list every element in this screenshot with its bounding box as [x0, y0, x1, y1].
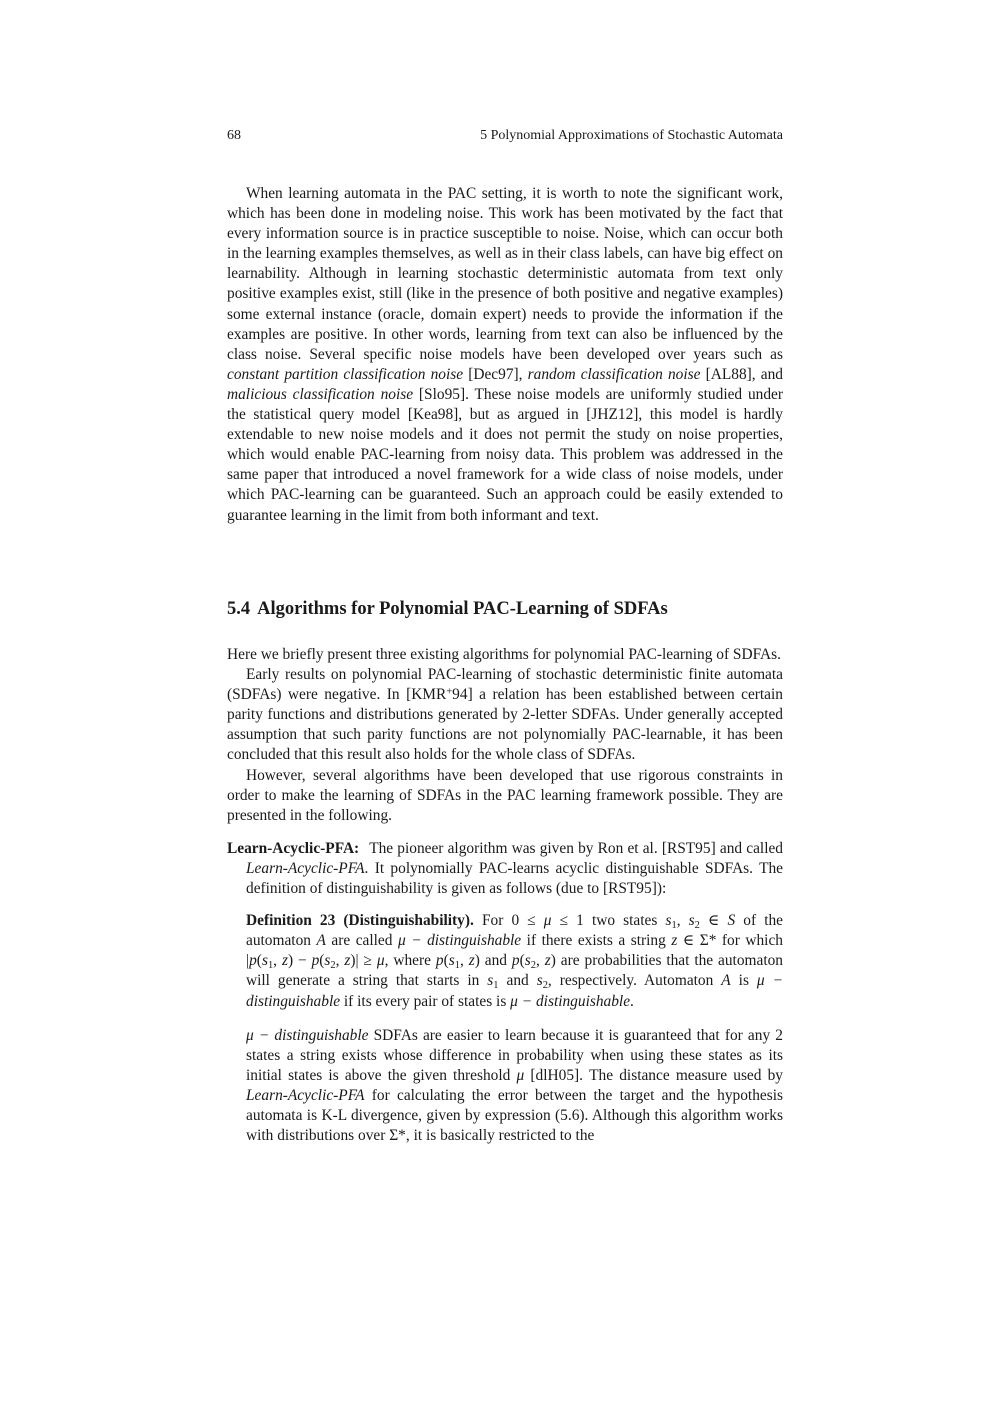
- running-title: 5 Polynomial Approximations of Stochastic Automata: [480, 128, 783, 143]
- section-heading: [227, 597, 783, 621]
- intro-paragraph: When learning automata in the PAC setting, it is worth to note the significant work, which has been done in modeling noise. This work has been motivated by the fact that every information source is in practice susceptible to noise. Noise, which can occur both in the learning examples themselves, as well as in their class labels, can have big effect on learnability. Although in learning stochastic deterministic automata from text only positive examples exist, still (like in the presence of both positive and negative examples) some external instance (oracle, domain expert) needs to provide the information if the examples are positive. In other words, learning from text can also be influenced by the class noise. Several specific noise models have been developed over years such as constant partition classification noise [Dec97], random classification noise [AL88], and malicious classification noise [Slo95]. These noise models are uniformly studied under the statistical query model [Kea98], but as argued in [JHZ12], this model is hardly extendable to new noise models and it does not permit the study on noise properties, which would enable PAC-learning from noisy data. This problem was addressed in the same paper that introduced a novel framework for a wide class of noise models, under which PAC-learning can be guaranteed. Such an approach could be easily extended to guarantee learning in the limit from both informant and text.: [227, 185, 783, 524]
- definition-23: Definition 23 (Distinguishability). For 0 ≤ μ ≤ 1 two states $s_1$, $s_2$ ∈ S of the automaton A are called μ − distinguishable if there exists a string z ∈ Σ* for which $|p(s_1$, $z) - p(s_2$, z)| ≥ μ, where $p(s_1$, z) and $p(s_2$, z) are probabilities that the automaton will generate a string that starts in $s_1$ and $s_2$, respectively. Automaton A is μ − distinguishable if its every pair of states is μ − distinguishable.: [246, 912, 784, 1010]
- emphasis-malicious-noise: malicious classification noise: [227, 385, 414, 403]
- paragraph-here: Here we briefly present three existing algorithms for polynomial PAC-learning of SDFAs.: [227, 646, 781, 663]
- paragraph-mu-distinguishable: μ − distinguishable SDFAs are easier to learn because it is guaranteed that for any 2 states a string exists whose difference in probability when using these states as its initial states is above the given threshold μ [dlH05]. The distance measure used by Learn-Acyclic-PFA for calculating the error between the target and the hypothesis automata is K-L divergence, given by expression (5.6). Although this algorithm works with distributions over Σ*, it is basically restricted to the: [246, 1026, 784, 1145]
- page-number: 68: [227, 128, 241, 143]
- intro-block: [227, 184, 783, 526]
- definition-label: Definition 23 (Distinguishability).: [246, 912, 474, 930]
- emphasis-constant-partition: constant partition classification noise: [227, 365, 464, 383]
- paragraph-early-results: Early results on polynomial PAC-learning of stochastic deterministic finite automata (SDFAs) were negative. In [KMR+94] a relation has been established between certain parity functions and distributions generated by 2-letter SDFAs. Under generally accepted assumption that such parity functions are not polynomially PAC-learnable, it has been concluded that this result also holds for the whole class of SDFAs.: [227, 666, 783, 764]
- running-header: [227, 127, 783, 145]
- learn-acyclic-label: Learn-Acyclic-PFA:: [227, 839, 360, 857]
- section-body: [227, 645, 783, 1146]
- section-title: Algorithms for Polynomial PAC-Learning of SDFAs: [257, 599, 668, 619]
- paragraph-however: However, several algorithms have been developed that use rigorous constraints in order to make the learning of SDFAs in the PAC learning framework possible. They are presented in the following.: [227, 766, 783, 824]
- learn-acyclic-item: Learn-Acyclic-PFA: The pioneer algorithm was given by Ron et al. [RST95] and called Learn-Acyclic-PFA. It polynomially PAC-learns acyclic distinguishable SDFAs. The definition of distinguishability is given as follows (due to [RST95]):: [227, 839, 783, 898]
- emphasis-random-noise: random classification noise: [527, 365, 701, 383]
- section-number: 5.4: [227, 599, 251, 619]
